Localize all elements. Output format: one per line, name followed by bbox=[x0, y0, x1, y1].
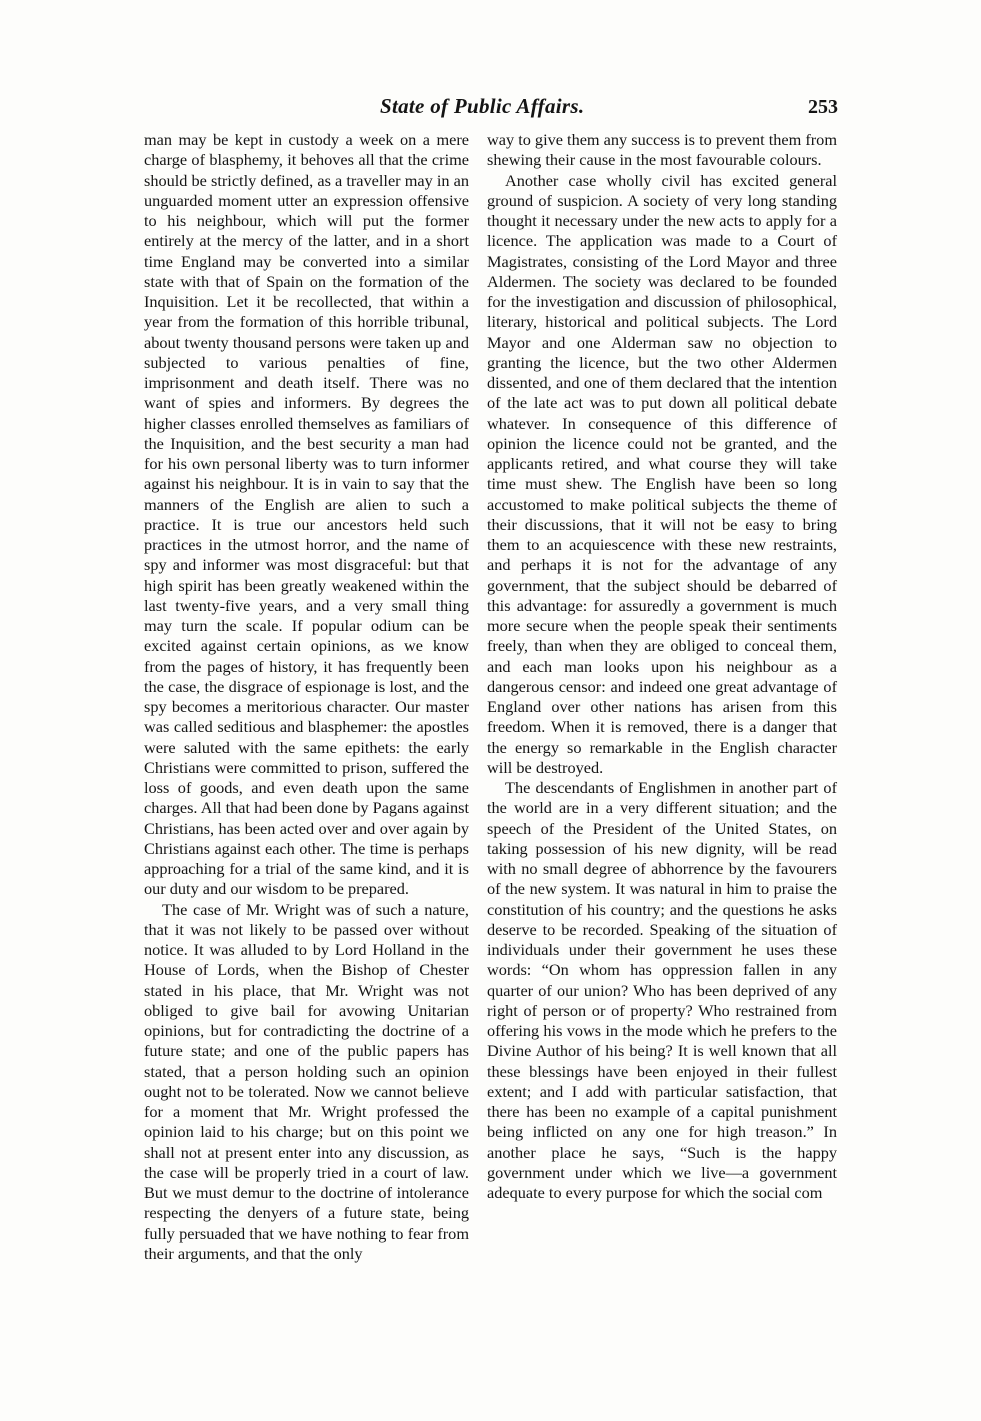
paragraph: way to give them any success is to prevent them from shewing their cause in the most favourable colours. bbox=[487, 130, 837, 170]
running-title: State of Public Affairs. bbox=[380, 94, 585, 118]
page-number: 253 bbox=[808, 96, 838, 118]
right-column bbox=[487, 130, 837, 1203]
paragraph: The descendants of Englishmen in another part of the world are in a very different situation; and the speech of the President of the United States, on taking possession of his new dignity, will be read with no small degree of abhorrence by the favourers of the new system. It was natural in him to praise the constitution of his country; and the questions he asks deserve to be recorded. Speaking of the situation of individuals under their government he uses these words: “On whom has oppression fallen in any quarter of our union? Who has been deprived of any right of person or of property? Who restrained from offering his vows in the mode which he prefers to the Divine Author of his being? It is well known that all these blessings have been enjoyed in their fullest extent; and I add with particular satisfaction, that there has been no example of a capital punishment being inflicted on any one for high treason.” In another place he says, “Such is the happy government under which we live—a government adequate to every purpose for which the social com bbox=[487, 778, 837, 1202]
paragraph: Another case wholly civil has excited general ground of suspicion. A society of very long standing thought it necessary under the new acts to apply for a licence. The application was made to a Court of Magistrates, consisting of the Lord Mayor and three Aldermen. The society was declared to be founded for the investigation and discussion of philosophical, literary, historical and political subjects. The Lord Mayor and one Alderman saw no objection to granting the licence, but the two other Aldermen dissented, and one of them declared that the intention of the late act was to put down all political debate whatever. In consequence of this difference of opinion the licence could not be granted, and the applicants retired, and what course they will take time must shew. The English have been so long accustomed to make political subjects the theme of their discussions, that it will not be easy to bring them to an acquiescence with these new restraints, and perhaps it is not for the advantage of any government, that the subject should be debarred of this advantage: for assuredly a government is much more secure when the people speak their sentiments freely, than when they are obliged to conceal them, and each man looks upon his neighbour as a dangerous censor: and indeed one great advantage of England over other nations has arisen from this freedom. When it is removed, there is a danger that the energy so remarkable in the English character will be destroyed. bbox=[487, 170, 837, 777]
paragraph: The case of Mr. Wright was of such a nature, that it was not likely to be passed over without notice. It was alluded to by Lord Holland in the House of Lords, when the Bishop of Chester stated in his place, that Mr. Wright was not obliged to give bail for avowing Unitarian opinions, but for contradicting the doctrine of a future state; and one of the public papers has stated, that a person holding such an opinion ought not to be tolerated. Now we cannot believe for a moment that Mr. Wright professed the opinion laid to his charge; but on this point we shall not at present enter into any discussion, as the case will be properly tried in a court of law. But we must demur to the doctrine of intolerance respecting the denyers of a future state, being fully persuaded that we have nothing to fear from their arguments, and that the only bbox=[144, 899, 469, 1263]
left-column bbox=[144, 130, 469, 1264]
paragraph: man may be kept in custody a week on a mere charge of blasphemy, it behoves all that the crime should be strictly defined, as a traveller may in an unguarded moment utter an expression offensive to his neighbour, which will put the former entirely at the mercy of the latter, and in a short time England may be converted into a similar state with that of Spain on the formation of the Inquisition. Let it be recollected, that within a year from the formation of this horrible tribunal, about twenty thousand persons were taken up and subjected to various penalties of fine, imprisonment and death itself. There was no want of spies and informers. By degrees the higher classes enrolled themselves as familiars of the Inquisition, and the best security a man had for his own personal liberty was to turn informer against his neighbour. It is in vain to say that the manners of the English are alien to such a practice. It is true our ancestors held such practices in the utmost horror, and the name of spy and informer was most disgraceful: but that high spirit has been greatly weakened within the last twenty-five years, and a very small thing may turn the scale. If popular odium can be excited against certain opinions, as we know from the pages of history, it has frequently been the case, the disgrace of espionage is lost, and the spy becomes a meritorious character. Our master was called seditious and blasphemer: the apostles were saluted with the same epithets: the early Christians were committed to prison, suffered the loss of goods, and even death upon the same charges. All that had been done by Pagans against Christians, has been acted over and over again by Christians against each other. The time is perhaps approaching for a trial of the same kind, and it is our duty and our wisdom to be prepared. bbox=[144, 130, 469, 899]
